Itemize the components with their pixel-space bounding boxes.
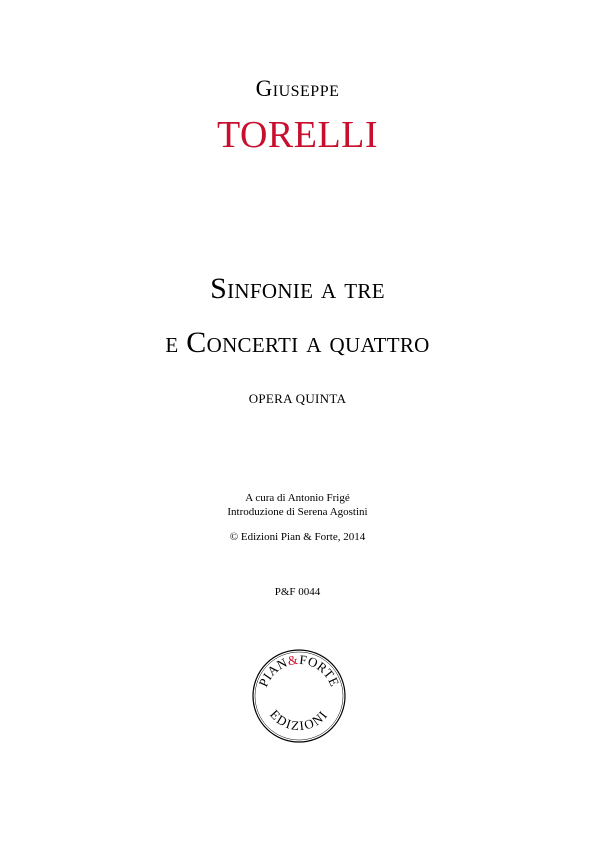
svg-text:PIAN&FORTE: PIAN&FORTE bbox=[255, 651, 343, 689]
copyright-notice: © Edizioni Pian & Forte, 2014 bbox=[229, 531, 366, 543]
editor-credit: A cura di Antonio Frigé bbox=[245, 492, 350, 504]
svg-text:EDIZIONI: EDIZIONI bbox=[267, 706, 331, 734]
work-title-line-2: e Concerti a quattro bbox=[165, 326, 430, 359]
work-title-line-1: Sinfonie a tre bbox=[210, 272, 385, 305]
composer-first-name: Giuseppe bbox=[255, 76, 340, 101]
catalog-number: P&F 0044 bbox=[274, 586, 321, 598]
publisher-seal-icon bbox=[251, 648, 347, 744]
composer-last-name: TORELLI bbox=[216, 114, 379, 156]
introduction-credit: Introduzione di Serena Agostini bbox=[227, 506, 368, 518]
opus-number: OPERA QUINTA bbox=[248, 391, 347, 406]
